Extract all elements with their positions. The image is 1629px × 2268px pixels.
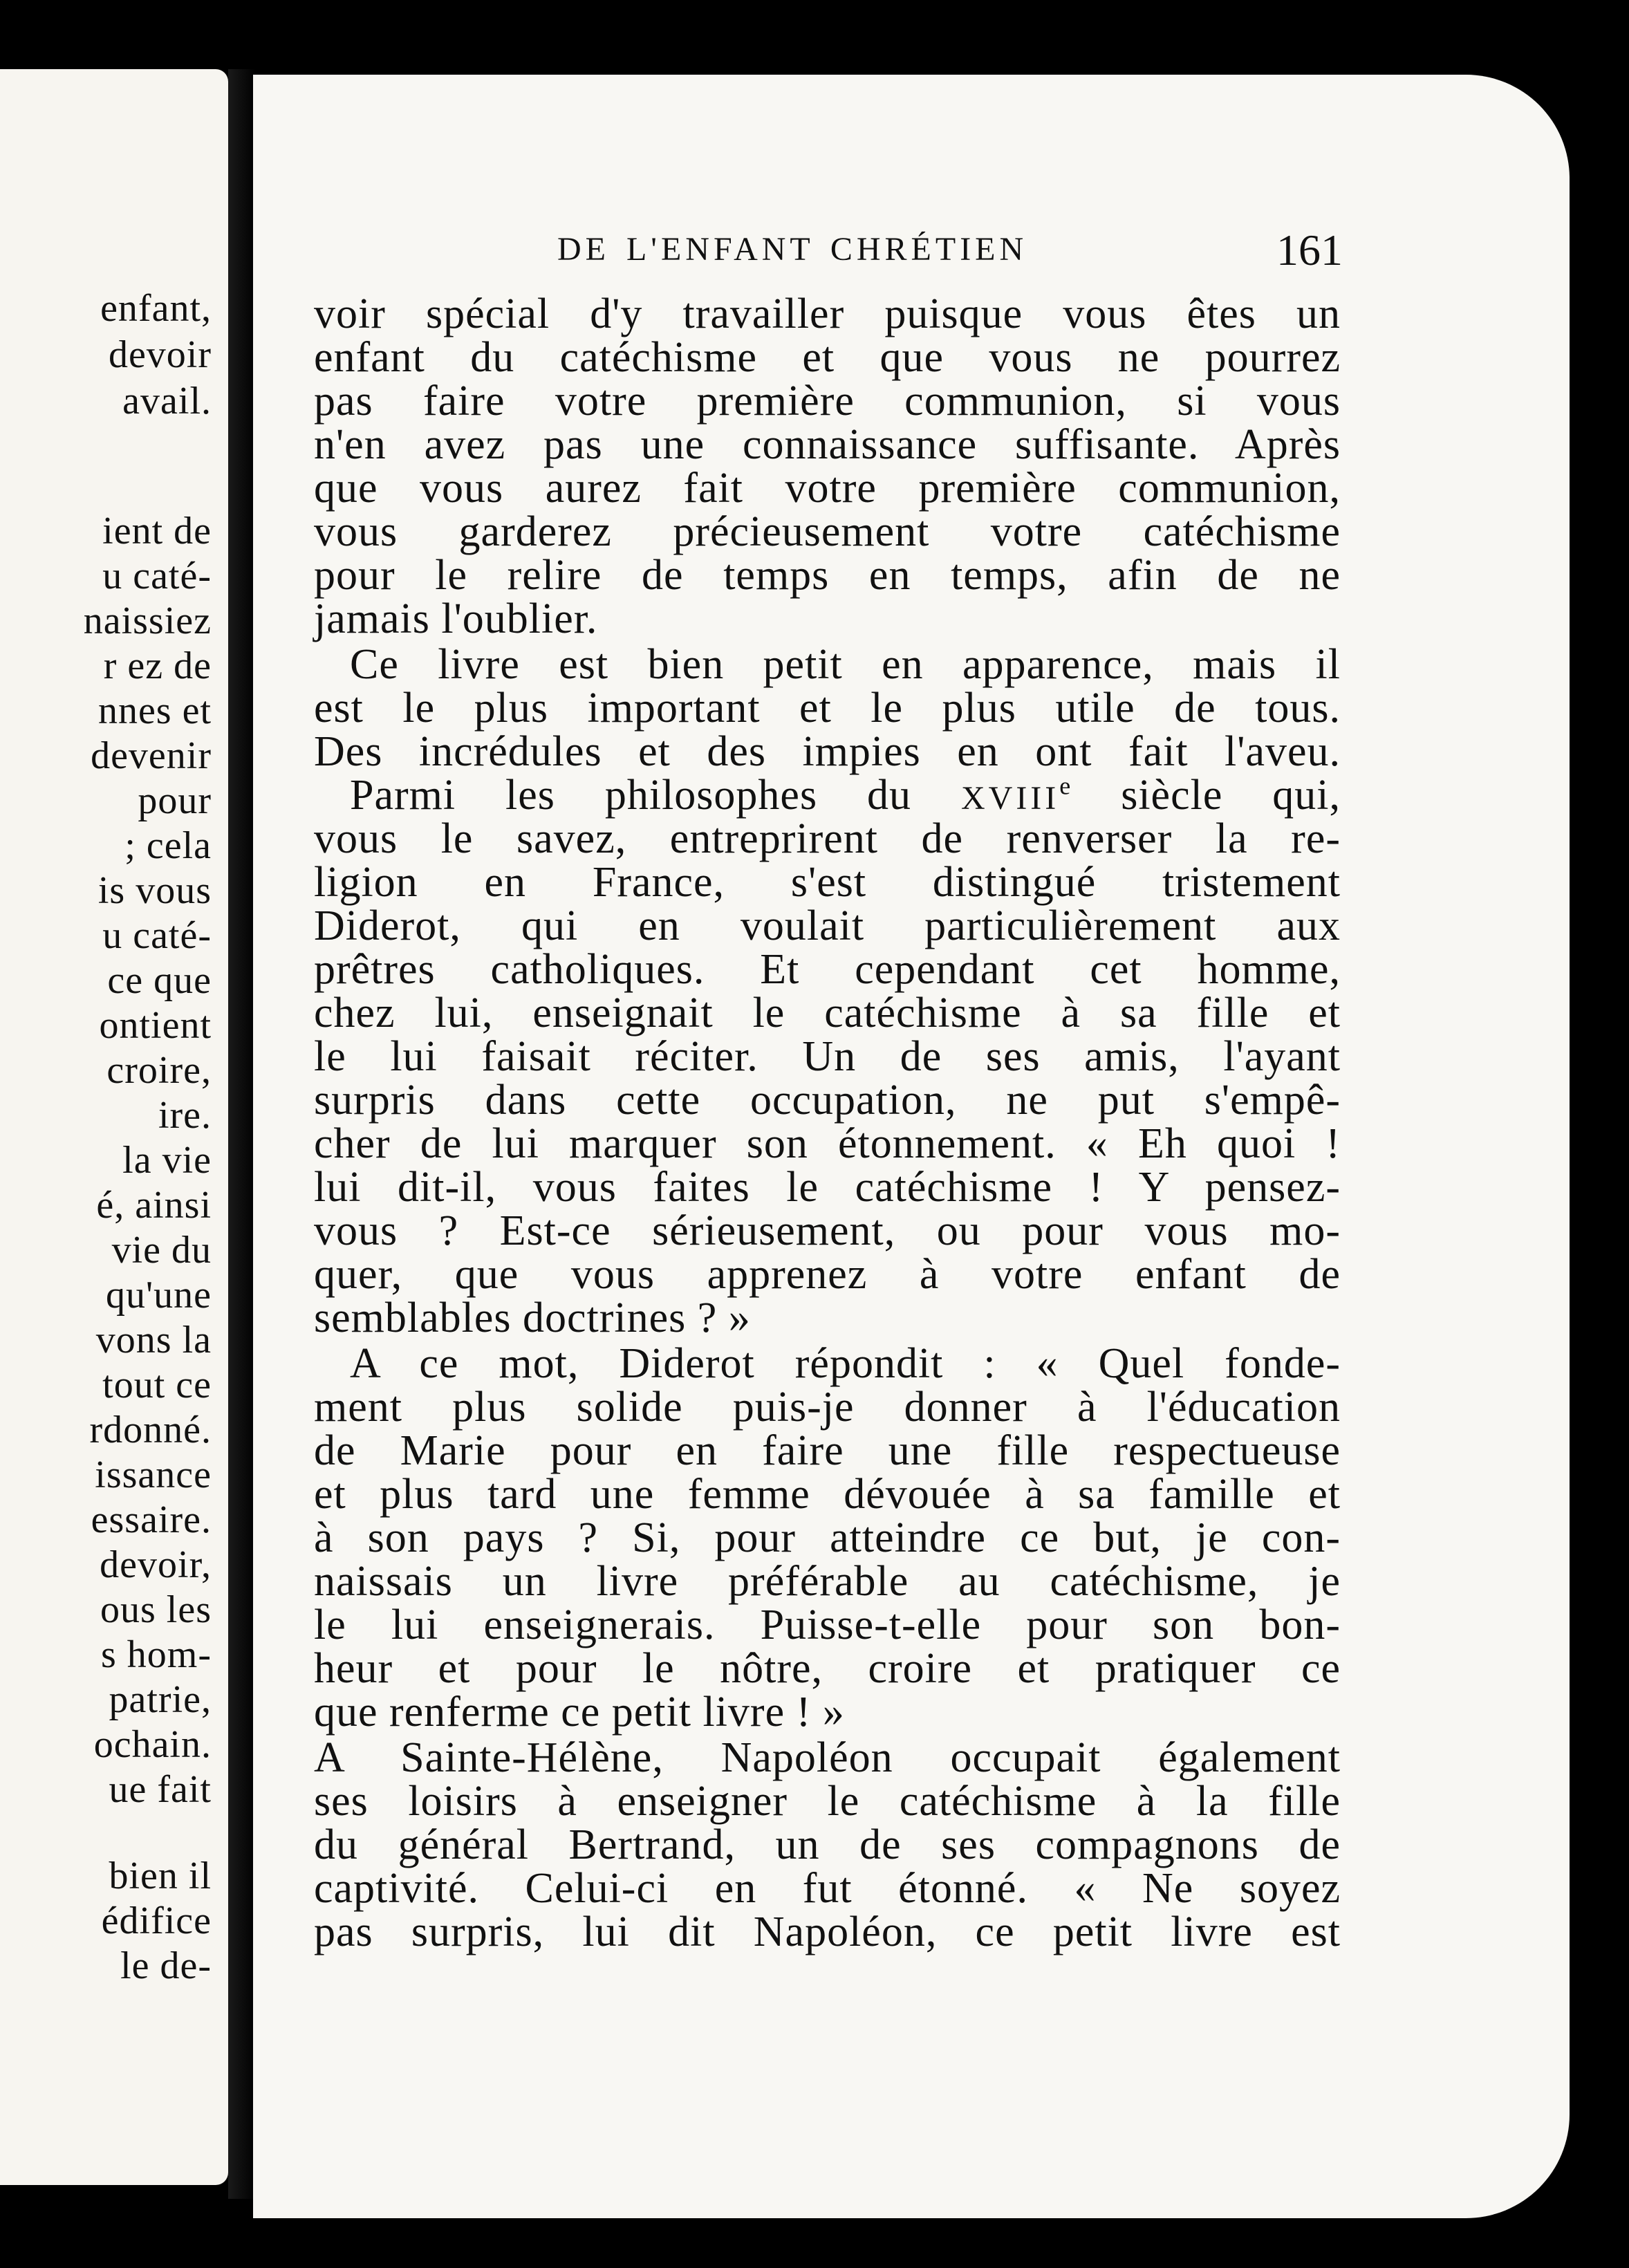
left-page-line: r ez de [103,644,212,687]
left-facing-page [0,69,228,2185]
text-line: surpris dans cette occupation, ne put s'empê- [314,1077,1341,1124]
page-number: 161 [1276,225,1343,275]
text-line: pour le relire de temps en temps, afin de ne [314,552,1341,599]
text-line: cher de lui marquer son étonnement. « Eh quoi ! [314,1120,1341,1167]
left-page-line: devoir [108,333,212,376]
left-page-line: vie du [111,1229,212,1272]
text-line: Des incrédules et des impies en ont fait l'aveu. [314,728,1341,775]
text-line: vous le savez, entreprirent de renverser la re- [314,815,1341,862]
text-line: à son pays ? Si, pour atteindre ce but, je con- [314,1514,1341,1561]
text-line: ment plus solide puis-je donner à l'éducation [314,1384,1341,1431]
book-gutter [228,69,256,2199]
left-page-line: enfant, [100,287,212,330]
text-line: le lui faisait réciter. Un de ses amis, l'ayant [314,1033,1341,1080]
text-line: pas faire votre première communion, si vous [314,378,1341,425]
text-line: quer, que vous apprenez à votre enfant de [314,1251,1341,1298]
text-line: est le plus important et le plus utile de tous. [314,685,1341,732]
text-line: prêtres catholiques. Et cependant cet homme, [314,946,1341,993]
left-page-line: patrie, [109,1678,212,1721]
text-line: pas surpris, lui dit Napoléon, ce petit livre est [314,1908,1341,1955]
text-line: semblables doctrines ? » [314,1294,751,1341]
text-line: vous ? Est-ce sérieusement, ou pour vous mo- [314,1207,1341,1254]
left-page-line: nnes et [97,689,212,732]
text-line: voir spécial d'y travailler puisque vous êtes un [314,290,1341,337]
left-page-line: ontient [99,1004,212,1047]
text-line: lui dit-il, vous faites le catéchisme ! Y pensez- [314,1164,1341,1211]
text-line: et plus tard une femme dévouée à sa famille et [314,1471,1341,1518]
text-line: de Marie pour en faire une fille respectueuse [314,1427,1341,1474]
running-title: DE L'ENFANT CHRÉTIEN [557,231,1028,268]
left-page-line: qu'une [106,1274,212,1317]
left-page-line: tout ce [102,1364,212,1406]
text-line: du général Bertrand, un de ses compagnons de [314,1821,1341,1868]
left-page-line: la vie [122,1139,212,1182]
left-page-line: ; cela [124,824,212,867]
century-suffix: e [1059,772,1072,800]
left-page-line: issance [95,1453,212,1496]
text-line: le lui enseignerais. Puisse-t-elle pour son bon- [314,1601,1341,1648]
left-page-line: devenir [91,734,212,777]
text-line: Diderot, qui en voulait particulièrement aux [314,902,1341,949]
left-page-line: croire, [106,1049,212,1092]
text-fragment: Parmi les philosophes du [350,772,912,819]
left-page-line: ue fait [109,1768,212,1811]
left-page-line: pour [138,779,212,822]
left-page-line: le de- [120,1944,212,1987]
left-page-line: essaire. [91,1498,212,1541]
text-line: A Sainte-Hélène, Napoléon occupait également [314,1734,1341,1781]
left-page-line: ire. [158,1094,212,1137]
left-page-line: bien il [109,1855,212,1897]
text-line: captivité. Celui-ci en fut étonné. « Ne soyez [314,1865,1341,1912]
text-line: vous garderez précieusement votre catéchisme [314,508,1341,555]
left-page-line: vons la [95,1319,212,1361]
book-page [253,75,1570,2218]
text-line: n'en avez pas une connaissance suffisante. Après [314,421,1341,468]
text-line: que vous aurez fait votre première communion, [314,465,1341,512]
running-head [253,225,1570,286]
left-page-line: rdonné. [89,1409,212,1451]
left-page-line: is vous [97,869,212,912]
text-line [314,774,1341,817]
text-line: chez lui, enseignait le catéchisme à sa fille et [314,989,1341,1037]
left-page-line: u caté- [102,914,212,957]
left-page-line: é, ainsi [96,1184,212,1227]
text-line: heur et pour le nôtre, croire et pratiquer ce [314,1645,1341,1692]
text-line: ses loisirs à enseigner le catéchisme à la fille [314,1778,1341,1825]
text-line: naissais un livre préférable au catéchisme, je [314,1558,1341,1605]
left-page-line: u caté- [102,555,212,597]
text-line: enfant du catéchisme et que vous ne pourrez [314,334,1341,381]
left-page-line: ous les [100,1588,212,1631]
left-page-line: avail. [122,380,212,422]
left-page-line: s hom- [101,1633,212,1676]
left-page-line: devoir, [100,1543,212,1586]
text-line: ligion en France, s'est distingué tristement [314,859,1341,906]
left-page-line: ce que [107,959,212,1002]
roman-century: XVIII [960,780,1060,817]
left-page-line: naissiez [83,599,212,642]
left-page-line: ochain. [93,1723,212,1766]
text-line: jamais l'oublier. [314,595,598,642]
left-page-line: édifice [101,1899,212,1942]
text-line: Ce livre est bien petit en apparence, mais il [350,641,1341,688]
text-fragment: siècle qui, [1121,772,1341,819]
text-line: A ce mot, Diderot répondit : « Quel fonde- [350,1340,1341,1387]
left-page-line: ient de [102,510,212,552]
text-line: que renferme ce petit livre ! » [314,1689,845,1736]
